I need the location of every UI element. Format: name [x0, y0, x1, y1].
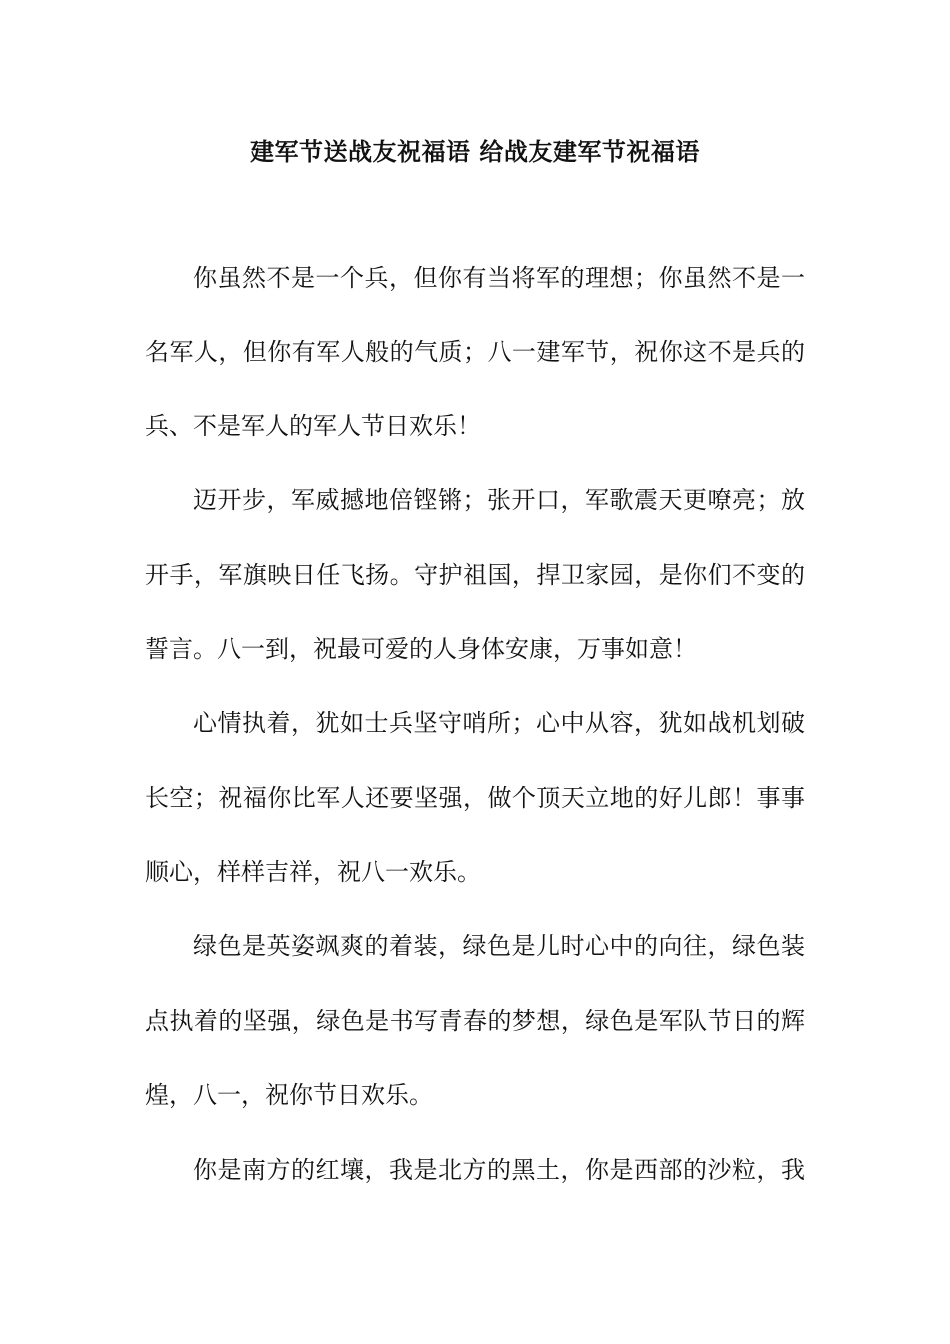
paragraph-5-line-1: 你是南方的红壤，我是北方的黑土，你是西部的沙粒，我	[193, 1156, 805, 1184]
paragraph-3-line-3: 顺心，样样吉祥，祝八一欢乐。	[145, 858, 481, 886]
paragraph-1-line-1: 你虽然不是一个兵，但你有当将军的理想；你虽然不是一	[193, 264, 805, 292]
paragraph-2-line-1: 迈开步，军威撼地倍铿锵；张开口，军歌震天更嘹亮；放	[193, 486, 805, 514]
paragraph-4-line-2: 点执着的坚强，绿色是书写青春的梦想，绿色是军队节日的辉	[145, 1007, 805, 1035]
paragraph-2-line-2: 开手，军旗映日任飞扬。守护祖国，捍卫家园，是你们不变的	[145, 561, 805, 589]
paragraph-4-line-1: 绿色是英姿飒爽的着装，绿色是儿时心中的向往，绿色装	[193, 932, 805, 960]
paragraph-3-line-2: 长空；祝福你比军人还要坚强，做个顶天立地的好儿郎！事事	[145, 784, 805, 812]
document-title: 建军节送战友祝福语 给战友建军节祝福语	[250, 138, 700, 166]
paragraph-2-line-3: 誓言。八一到，祝最可爱的人身体安康，万事如意！	[145, 635, 697, 663]
paragraph-1-line-3: 兵、不是军人的军人节日欢乐！	[145, 412, 481, 440]
paragraph-1-line-2: 名军人，但你有军人般的气质；八一建军节，祝你这不是兵的	[145, 338, 805, 366]
paragraph-4-line-3: 煌，八一，祝你节日欢乐。	[145, 1081, 433, 1109]
paragraph-3-line-1: 心情执着，犹如士兵坚守哨所；心中从容，犹如战机划破	[193, 709, 805, 737]
